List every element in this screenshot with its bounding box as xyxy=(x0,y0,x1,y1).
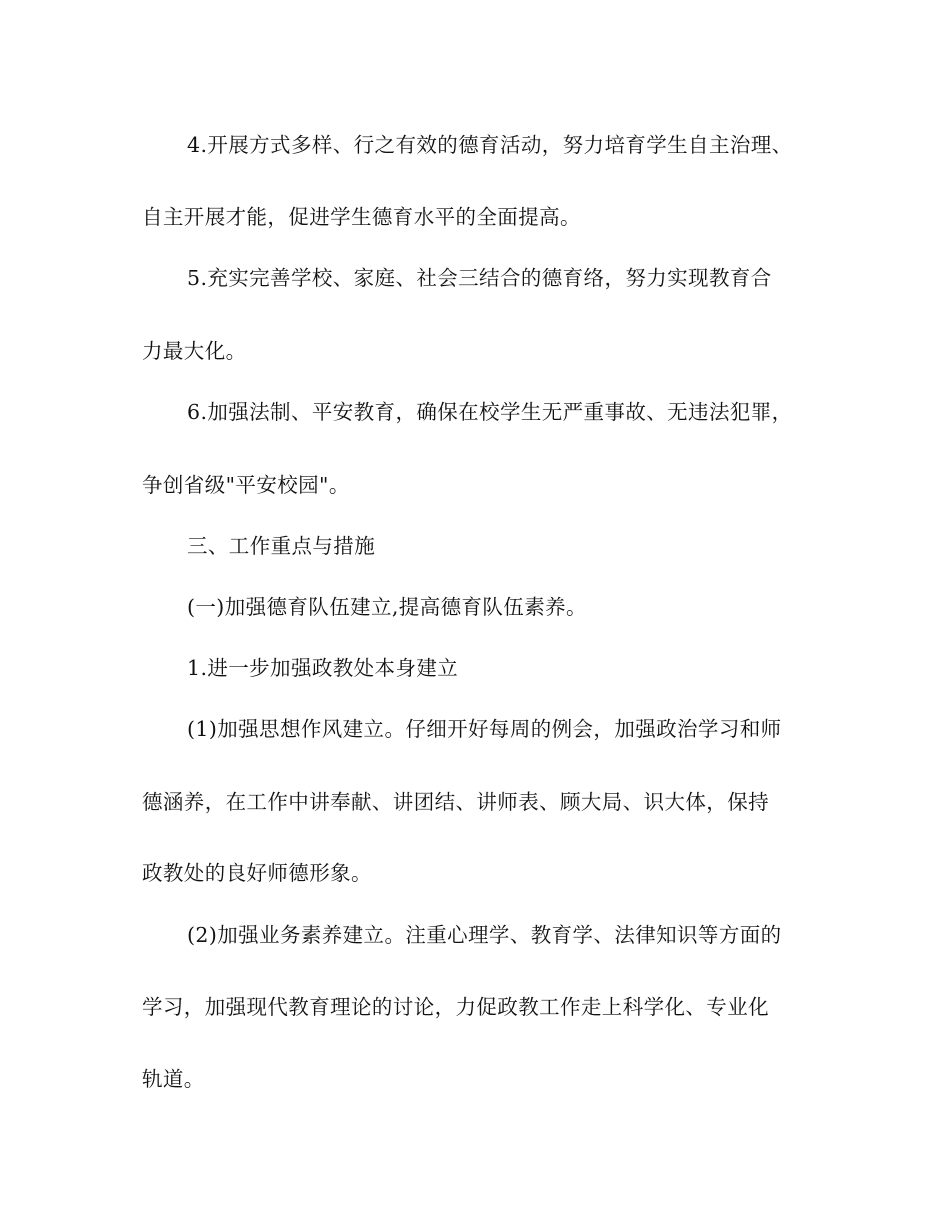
paragraph-line: (2)加强业务素养建立。注重心理学、教育学、法律知识等方面的 xyxy=(187,923,782,947)
paragraph-line: 6.加强法制、平安教育，确保在校学生无严重事故、无违法犯罪， xyxy=(187,400,793,424)
paragraph-line: 争创省级"平安校园"。 xyxy=(142,473,350,497)
subsection-heading: (一)加强德育队伍建立,提高德育队伍素养。 xyxy=(187,595,587,619)
paragraph-line: 4.开展方式多样、行之有效的德育活动，努力培育学生自主治理、 xyxy=(187,133,793,157)
paragraph-line: 轨道。 xyxy=(142,1067,205,1091)
paragraph-line: (1)加强思想作风建立。仔细开好每周的例会，加强政治学习和师 xyxy=(187,717,782,741)
paragraph-line: 5.充实完善学校、家庭、社会三结合的德育络，努力实现教育合 xyxy=(187,266,772,290)
paragraph-line: 力最大化。 xyxy=(142,339,247,363)
section-heading: 三、工作重点与措施 xyxy=(187,534,376,558)
paragraph-line: 自主开展才能，促进学生德育水平的全面提高。 xyxy=(142,205,581,229)
paragraph-line: 德涵养，在工作中讲奉献、讲团结、讲师表、顾大局、识大体，保持 xyxy=(142,790,769,814)
item-heading: 1.进一步加强政教处本身建立 xyxy=(187,656,459,680)
paragraph-line: 学习，加强现代教育理论的讨论，力促政教工作走上科学化、专业化 xyxy=(142,995,769,1019)
paragraph-line: 政教处的良好师德形象。 xyxy=(142,861,372,885)
